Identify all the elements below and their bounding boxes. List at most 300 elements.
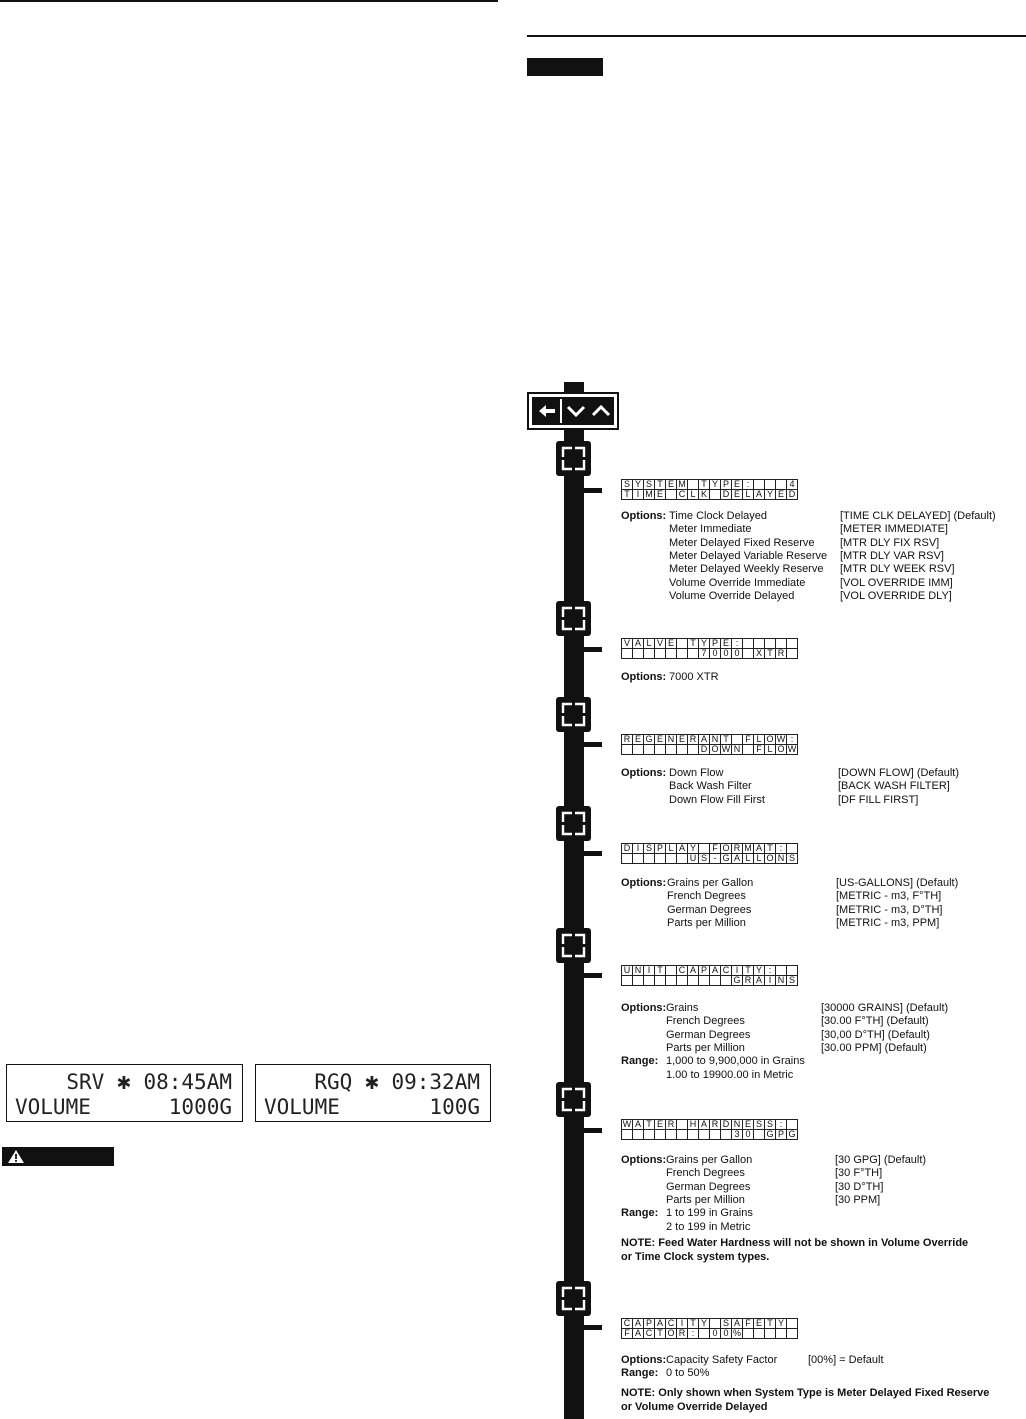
display-cell — [655, 1130, 666, 1140]
display-cell: S — [787, 854, 798, 864]
display-row — [622, 1319, 798, 1329]
display-cell: E — [754, 1319, 765, 1329]
range-label: Range: — [621, 1367, 659, 1380]
display-cell — [666, 490, 677, 500]
regen-arrows-icon — [559, 444, 588, 473]
display-cell — [666, 966, 677, 976]
option-name: Grains — [666, 1002, 699, 1014]
display-cell — [776, 480, 787, 490]
note-label-bar — [527, 58, 603, 76]
option-name: German Degrees — [666, 1028, 751, 1041]
option-name: Parts per Million — [667, 916, 746, 929]
lcd-star-icon: ✱ — [364, 1069, 379, 1095]
note-line: or Volume Override Delayed — [621, 1400, 768, 1413]
option-name: French Degrees — [666, 1167, 745, 1180]
lcd-label: VOLUME — [264, 1095, 340, 1119]
display-cell: 0 — [710, 1329, 721, 1339]
lcd-value: 1000G — [168, 1095, 232, 1119]
display-cell: E — [732, 490, 743, 500]
display-cell: L — [765, 745, 776, 755]
regen-button[interactable] — [556, 441, 591, 476]
display-row — [622, 854, 798, 864]
option-name: Grains per Gallon — [667, 877, 754, 889]
option-name: French Degrees — [666, 1015, 745, 1028]
back-arrow-icon[interactable] — [536, 399, 558, 423]
option-value: [METRIC - m3, PPM] — [836, 916, 940, 929]
display-cell: A — [754, 490, 765, 500]
option-name: French Degrees — [667, 890, 746, 903]
display-cell — [644, 976, 655, 986]
display-grid — [621, 843, 798, 864]
options-label: Options: — [621, 877, 667, 889]
display-cell: N — [732, 1120, 743, 1130]
display-cell: : — [776, 844, 787, 854]
note-line: NOTE: Feed Water Hardness will not be shown in Volume Override — [621, 1237, 969, 1249]
display-cell: O — [766, 853, 774, 863]
display-cell: E — [666, 480, 677, 490]
option-value: [DF FILL FIRST] — [838, 793, 919, 806]
display-cell: P — [721, 480, 732, 490]
lcd-time: 08:45AM — [143, 1070, 232, 1094]
display-cell — [622, 1130, 633, 1140]
display-cell: R — [622, 735, 633, 745]
display-cell: G — [722, 853, 730, 863]
options-label: Options: — [621, 1354, 667, 1366]
display-cell: C — [644, 1329, 655, 1339]
options-water-hardness — [621, 1154, 1001, 1236]
display-cell: Y — [688, 844, 699, 854]
top-rule-right — [527, 35, 1026, 37]
display-cell: A — [688, 966, 699, 976]
display-row — [622, 490, 798, 500]
option-name: Parts per Million — [666, 1193, 745, 1206]
display-cell: T — [765, 844, 776, 854]
option-value: [VOL OVERRIDE DLY] — [840, 589, 952, 602]
display-cell — [677, 639, 688, 649]
display-cell: Y — [754, 966, 765, 976]
display-cell: T — [655, 1329, 666, 1339]
display-row — [622, 649, 798, 659]
display-cell — [666, 976, 677, 986]
display-cell: I — [633, 844, 644, 854]
spine-tick — [584, 488, 602, 493]
display-cell: Y — [776, 1319, 787, 1329]
option-value: [30 PPM] — [835, 1193, 881, 1206]
option-value: [30.00 PPM] (Default) — [821, 1041, 927, 1054]
display-cell: N — [776, 854, 787, 864]
regen-button[interactable] — [556, 1281, 591, 1316]
display-cell: I — [765, 976, 776, 986]
display-cell — [787, 649, 798, 659]
display-cell — [655, 649, 666, 659]
display-cell — [688, 1130, 699, 1140]
warning-triangle-icon — [7, 1149, 25, 1164]
up-chevron-icon[interactable] — [590, 399, 612, 423]
display-cell: E — [655, 735, 666, 745]
top-rule-left — [0, 0, 498, 2]
option-name: Capacity Safety Factor — [666, 1354, 778, 1366]
display-cell: T — [688, 1319, 699, 1329]
display-cell — [787, 1329, 798, 1339]
spine-tick — [584, 647, 602, 652]
display-cell: A — [699, 1120, 710, 1130]
display-cell: V — [655, 639, 666, 649]
option-name: Meter Delayed Weekly Reserve — [669, 563, 824, 576]
display-cell — [776, 966, 787, 976]
display-cell — [677, 1130, 688, 1140]
regen-button[interactable] — [556, 601, 591, 636]
options-label: Options: — [621, 1154, 667, 1166]
display-cell: A — [699, 735, 710, 745]
display-cell — [677, 976, 688, 986]
display-cell: M — [678, 479, 686, 489]
option-name: Grains per Gallon — [666, 1154, 753, 1166]
display-cell: E — [655, 1120, 666, 1130]
display-cell: T — [655, 966, 666, 976]
lcd-label: VOLUME — [15, 1095, 91, 1119]
display-cell — [721, 1130, 732, 1140]
display-cell: : — [732, 639, 743, 649]
display-cell: U — [688, 854, 699, 864]
display-cell — [655, 854, 666, 864]
regen-arrows-icon — [559, 931, 588, 960]
option-value: [US-GALLONS] (Default) — [836, 877, 959, 889]
display-cell — [754, 480, 765, 490]
option-value: [METRIC - m3, F°TH] — [836, 890, 942, 903]
display-cell: A — [754, 976, 765, 986]
option-name: German Degrees — [667, 903, 752, 916]
option-value: [30,00 D°TH] (Default) — [821, 1028, 930, 1041]
display-cell — [765, 1329, 776, 1339]
display-cell: 7 — [699, 649, 710, 659]
display-cell — [699, 844, 710, 854]
lcd-time: 09:32AM — [391, 1070, 480, 1094]
spine-tick — [584, 1128, 602, 1133]
display-cell: L — [754, 735, 765, 745]
display-cell — [666, 1130, 677, 1140]
display-cell: H — [688, 1120, 699, 1130]
display-cell — [633, 976, 644, 986]
display-cell: D — [699, 745, 710, 755]
display-cell: F — [710, 844, 721, 854]
display-cell — [677, 1120, 688, 1130]
option-value: [BACK WASH FILTER] — [838, 780, 950, 793]
option-name: Parts per Million — [666, 1041, 745, 1054]
nav-button-panel[interactable] — [527, 392, 619, 430]
display-grid — [621, 638, 798, 659]
display-cell: N — [776, 976, 787, 986]
display-cell: C — [666, 1319, 677, 1329]
display-cell — [644, 649, 655, 659]
display-cell: T — [655, 480, 666, 490]
spine-tick — [584, 973, 602, 978]
display-cell: F — [754, 745, 765, 755]
display-grid — [621, 1318, 798, 1339]
range-label: Range: — [621, 1207, 659, 1220]
option-value: [DOWN FLOW] (Default) — [838, 767, 960, 779]
display-cell: F — [622, 1329, 633, 1339]
display-cell — [721, 976, 732, 986]
lcd-mode: RGQ — [314, 1070, 353, 1094]
display-cell — [754, 1329, 765, 1339]
lcd-panel-regen — [255, 1064, 491, 1122]
option-name: Meter Delayed Variable Reserve — [669, 549, 828, 562]
display-cell: S — [699, 854, 710, 864]
display-cell: S — [644, 480, 655, 490]
display-cell — [743, 1329, 754, 1339]
display-cell: : — [688, 1329, 699, 1339]
display-cell: L — [743, 854, 754, 864]
display-cell — [787, 1120, 798, 1130]
display-cell: - — [710, 854, 721, 864]
display-cell: X — [754, 649, 765, 659]
down-chevron-icon[interactable] — [565, 399, 587, 423]
display-cell — [688, 649, 699, 659]
regen-button[interactable] — [556, 697, 591, 732]
display-cell — [666, 854, 677, 864]
display-row — [622, 480, 798, 490]
option-name: Volume Override Immediate — [669, 576, 806, 589]
range-value: 1.00 to 19900.00 in Metric — [666, 1068, 794, 1081]
display-cell: P — [776, 1130, 787, 1140]
display-cell: T — [622, 490, 633, 500]
display-cell: P — [710, 639, 721, 649]
display-cell: O — [722, 843, 730, 853]
display-cell — [622, 854, 633, 864]
display-cell: E — [633, 735, 644, 745]
display-cell: 0 — [743, 1130, 754, 1140]
range-value: 1,000 to 9,900,000 in Grains — [666, 1055, 805, 1068]
display-cell: Y — [699, 1319, 710, 1329]
display-cell: W — [721, 744, 731, 754]
display-cell: : — [787, 735, 798, 745]
display-cell — [732, 735, 743, 745]
display-cell: : — [743, 480, 754, 490]
display-row — [622, 1120, 798, 1130]
note-line: NOTE: Only shown when System Type is Meter Delayed Fixed Reserve — [621, 1387, 990, 1399]
option-name: Time Clock Delayed — [669, 510, 768, 522]
display-cell: P — [655, 844, 666, 854]
options-unit-capacity — [621, 1002, 1001, 1084]
note-line: or Time Clock system types. — [621, 1250, 770, 1263]
display-cell — [644, 854, 655, 864]
display-cell: 4 — [787, 480, 798, 490]
display-cell: I — [644, 966, 655, 976]
display-cell: R — [732, 844, 743, 854]
display-cell: M — [744, 843, 752, 853]
display-cell — [787, 844, 798, 854]
display-cell — [710, 1130, 721, 1140]
display-cell: R — [666, 1120, 677, 1130]
display-cell — [666, 649, 677, 659]
display-cell — [710, 490, 721, 500]
note-capacity-safety — [621, 1387, 989, 1414]
display-cell: E — [666, 639, 677, 649]
display-cell — [743, 745, 754, 755]
option-value: [MTR DLY FIX RSV] — [840, 536, 940, 549]
display-cell: I — [633, 490, 644, 500]
display-cell — [622, 976, 633, 986]
display-cell: A — [633, 1329, 644, 1339]
display-cell: T — [644, 1120, 655, 1130]
display-cell: N — [710, 735, 721, 745]
lcd-star-icon: ✱ — [116, 1069, 131, 1095]
options-regenerant-flow — [621, 767, 1001, 809]
options-valve-type — [621, 671, 821, 685]
display-cell — [633, 745, 644, 755]
display-grid — [621, 965, 798, 986]
regen-arrows-icon — [559, 700, 588, 729]
display-cell: S — [721, 1319, 732, 1329]
display-cell: R — [710, 1120, 721, 1130]
display-cell — [743, 639, 754, 649]
display-cell: N — [666, 735, 677, 745]
display-cell: R — [776, 649, 787, 659]
regen-button[interactable] — [556, 928, 591, 963]
display-cell: Y — [765, 490, 776, 500]
display-cell — [787, 639, 798, 649]
regen-button[interactable] — [556, 1082, 591, 1117]
display-cell: L — [644, 639, 655, 649]
display-cell — [677, 649, 688, 659]
display-cell: W — [622, 1119, 632, 1129]
options-capacity-safety — [621, 1354, 1001, 1382]
option-value: [00%] = Default — [808, 1354, 884, 1366]
display-cell: I — [732, 966, 743, 976]
display-cell — [688, 745, 699, 755]
warning-label-bar — [2, 1147, 114, 1166]
regen-arrows-icon — [559, 1284, 588, 1313]
display-cell: F — [743, 735, 754, 745]
display-cell: D — [787, 490, 798, 500]
display-cell: W — [787, 744, 797, 754]
display-cell: A — [677, 844, 688, 854]
display-cell: Y — [633, 480, 644, 490]
regen-arrows-icon — [559, 1085, 588, 1114]
display-cell: Y — [699, 639, 710, 649]
option-name: Meter Immediate — [669, 523, 752, 536]
display-cell: N — [732, 745, 743, 755]
display-cell: E — [743, 1120, 754, 1130]
option-name: Back Wash Filter — [669, 780, 752, 793]
option-value: [30000 GRAINS] (Default) — [821, 1002, 949, 1014]
display-cell: E — [776, 490, 787, 500]
display-cell: W — [776, 734, 786, 744]
display-cell — [776, 639, 787, 649]
display-row — [622, 639, 798, 649]
display-cell: E — [721, 639, 732, 649]
display-cell: T — [743, 966, 754, 976]
display-cell: E — [677, 735, 688, 745]
display-cell: L — [754, 854, 765, 864]
display-cell — [655, 976, 666, 986]
display-cell: : — [765, 966, 776, 976]
display-row — [622, 1329, 798, 1339]
display-cell: A — [732, 1319, 743, 1329]
display-cell: D — [622, 844, 633, 854]
display-cell — [699, 1130, 710, 1140]
display-row — [622, 844, 798, 854]
display-cell: O — [711, 744, 719, 754]
display-cell: I — [677, 1319, 688, 1329]
lcd-value: 100G — [429, 1095, 480, 1119]
display-cell: R — [688, 735, 699, 745]
option-value: [30.00 F°TH] (Default) — [821, 1015, 929, 1028]
display-grid — [621, 734, 798, 755]
options-display-format — [621, 877, 1001, 932]
option-value: [MTR DLY VAR RSV] — [840, 549, 944, 562]
display-cell: 0 — [721, 1329, 732, 1339]
display-cell: L — [743, 490, 754, 500]
display-cell: U — [622, 966, 633, 976]
display-cell: A — [754, 844, 765, 854]
option-value: [TIME CLK DELAYED] (Default) — [840, 510, 996, 522]
spine-tick — [584, 742, 602, 747]
display-cell — [776, 1329, 787, 1339]
display-cell: 0 — [732, 649, 743, 659]
display-cell: A — [633, 1120, 644, 1130]
display-cell: O — [667, 1328, 675, 1338]
flow-spine — [564, 382, 584, 1419]
options-label: Options: — [621, 671, 667, 683]
display-cell: C — [677, 966, 688, 976]
display-cell: S — [622, 480, 633, 490]
display-cell: T — [765, 1319, 776, 1329]
display-grid — [621, 1119, 798, 1140]
display-cell — [743, 649, 754, 659]
option-value: [MTR DLY WEEK RSV] — [840, 563, 955, 576]
range-value: 1 to 199 in Grains — [666, 1207, 753, 1220]
lcd-panel-service — [6, 1064, 243, 1122]
display-cell: G — [766, 1129, 774, 1139]
display-cell: A — [633, 639, 644, 649]
display-row — [622, 1130, 798, 1140]
display-row — [622, 735, 798, 745]
display-cell: G — [645, 734, 653, 744]
display-cell: T — [688, 639, 699, 649]
display-cell: C — [677, 490, 688, 500]
regen-button[interactable] — [556, 806, 591, 841]
display-cell: A — [633, 1319, 644, 1329]
display-cell: L — [688, 490, 699, 500]
spine-tick — [584, 851, 602, 856]
range-value: 0 to 50% — [666, 1367, 710, 1380]
display-cell: L — [666, 844, 677, 854]
option-name: German Degrees — [666, 1180, 751, 1193]
display-cell — [765, 480, 776, 490]
regen-arrows-icon — [559, 604, 588, 633]
display-cell — [655, 745, 666, 755]
option-name: Down Flow Fill First — [669, 793, 765, 806]
display-cell: D — [721, 1120, 732, 1130]
display-cell: K — [699, 490, 710, 500]
display-cell: : — [776, 1120, 787, 1130]
display-cell: S — [765, 1120, 776, 1130]
range-value: 2 to 199 in Metric — [666, 1220, 751, 1233]
display-cell — [622, 745, 633, 755]
display-cell: E — [732, 480, 743, 490]
display-cell — [633, 854, 644, 864]
display-cell: C — [622, 1319, 633, 1329]
display-cell: 0 — [710, 649, 721, 659]
display-cell: Y — [710, 480, 721, 490]
options-label: Options: — [621, 767, 667, 779]
display-cell: G — [733, 975, 741, 985]
option-value: [VOL OVERRIDE IMM] — [840, 576, 953, 589]
display-row — [622, 745, 798, 755]
option-name: Volume Override Delayed — [669, 589, 795, 602]
display-cell — [622, 649, 633, 659]
